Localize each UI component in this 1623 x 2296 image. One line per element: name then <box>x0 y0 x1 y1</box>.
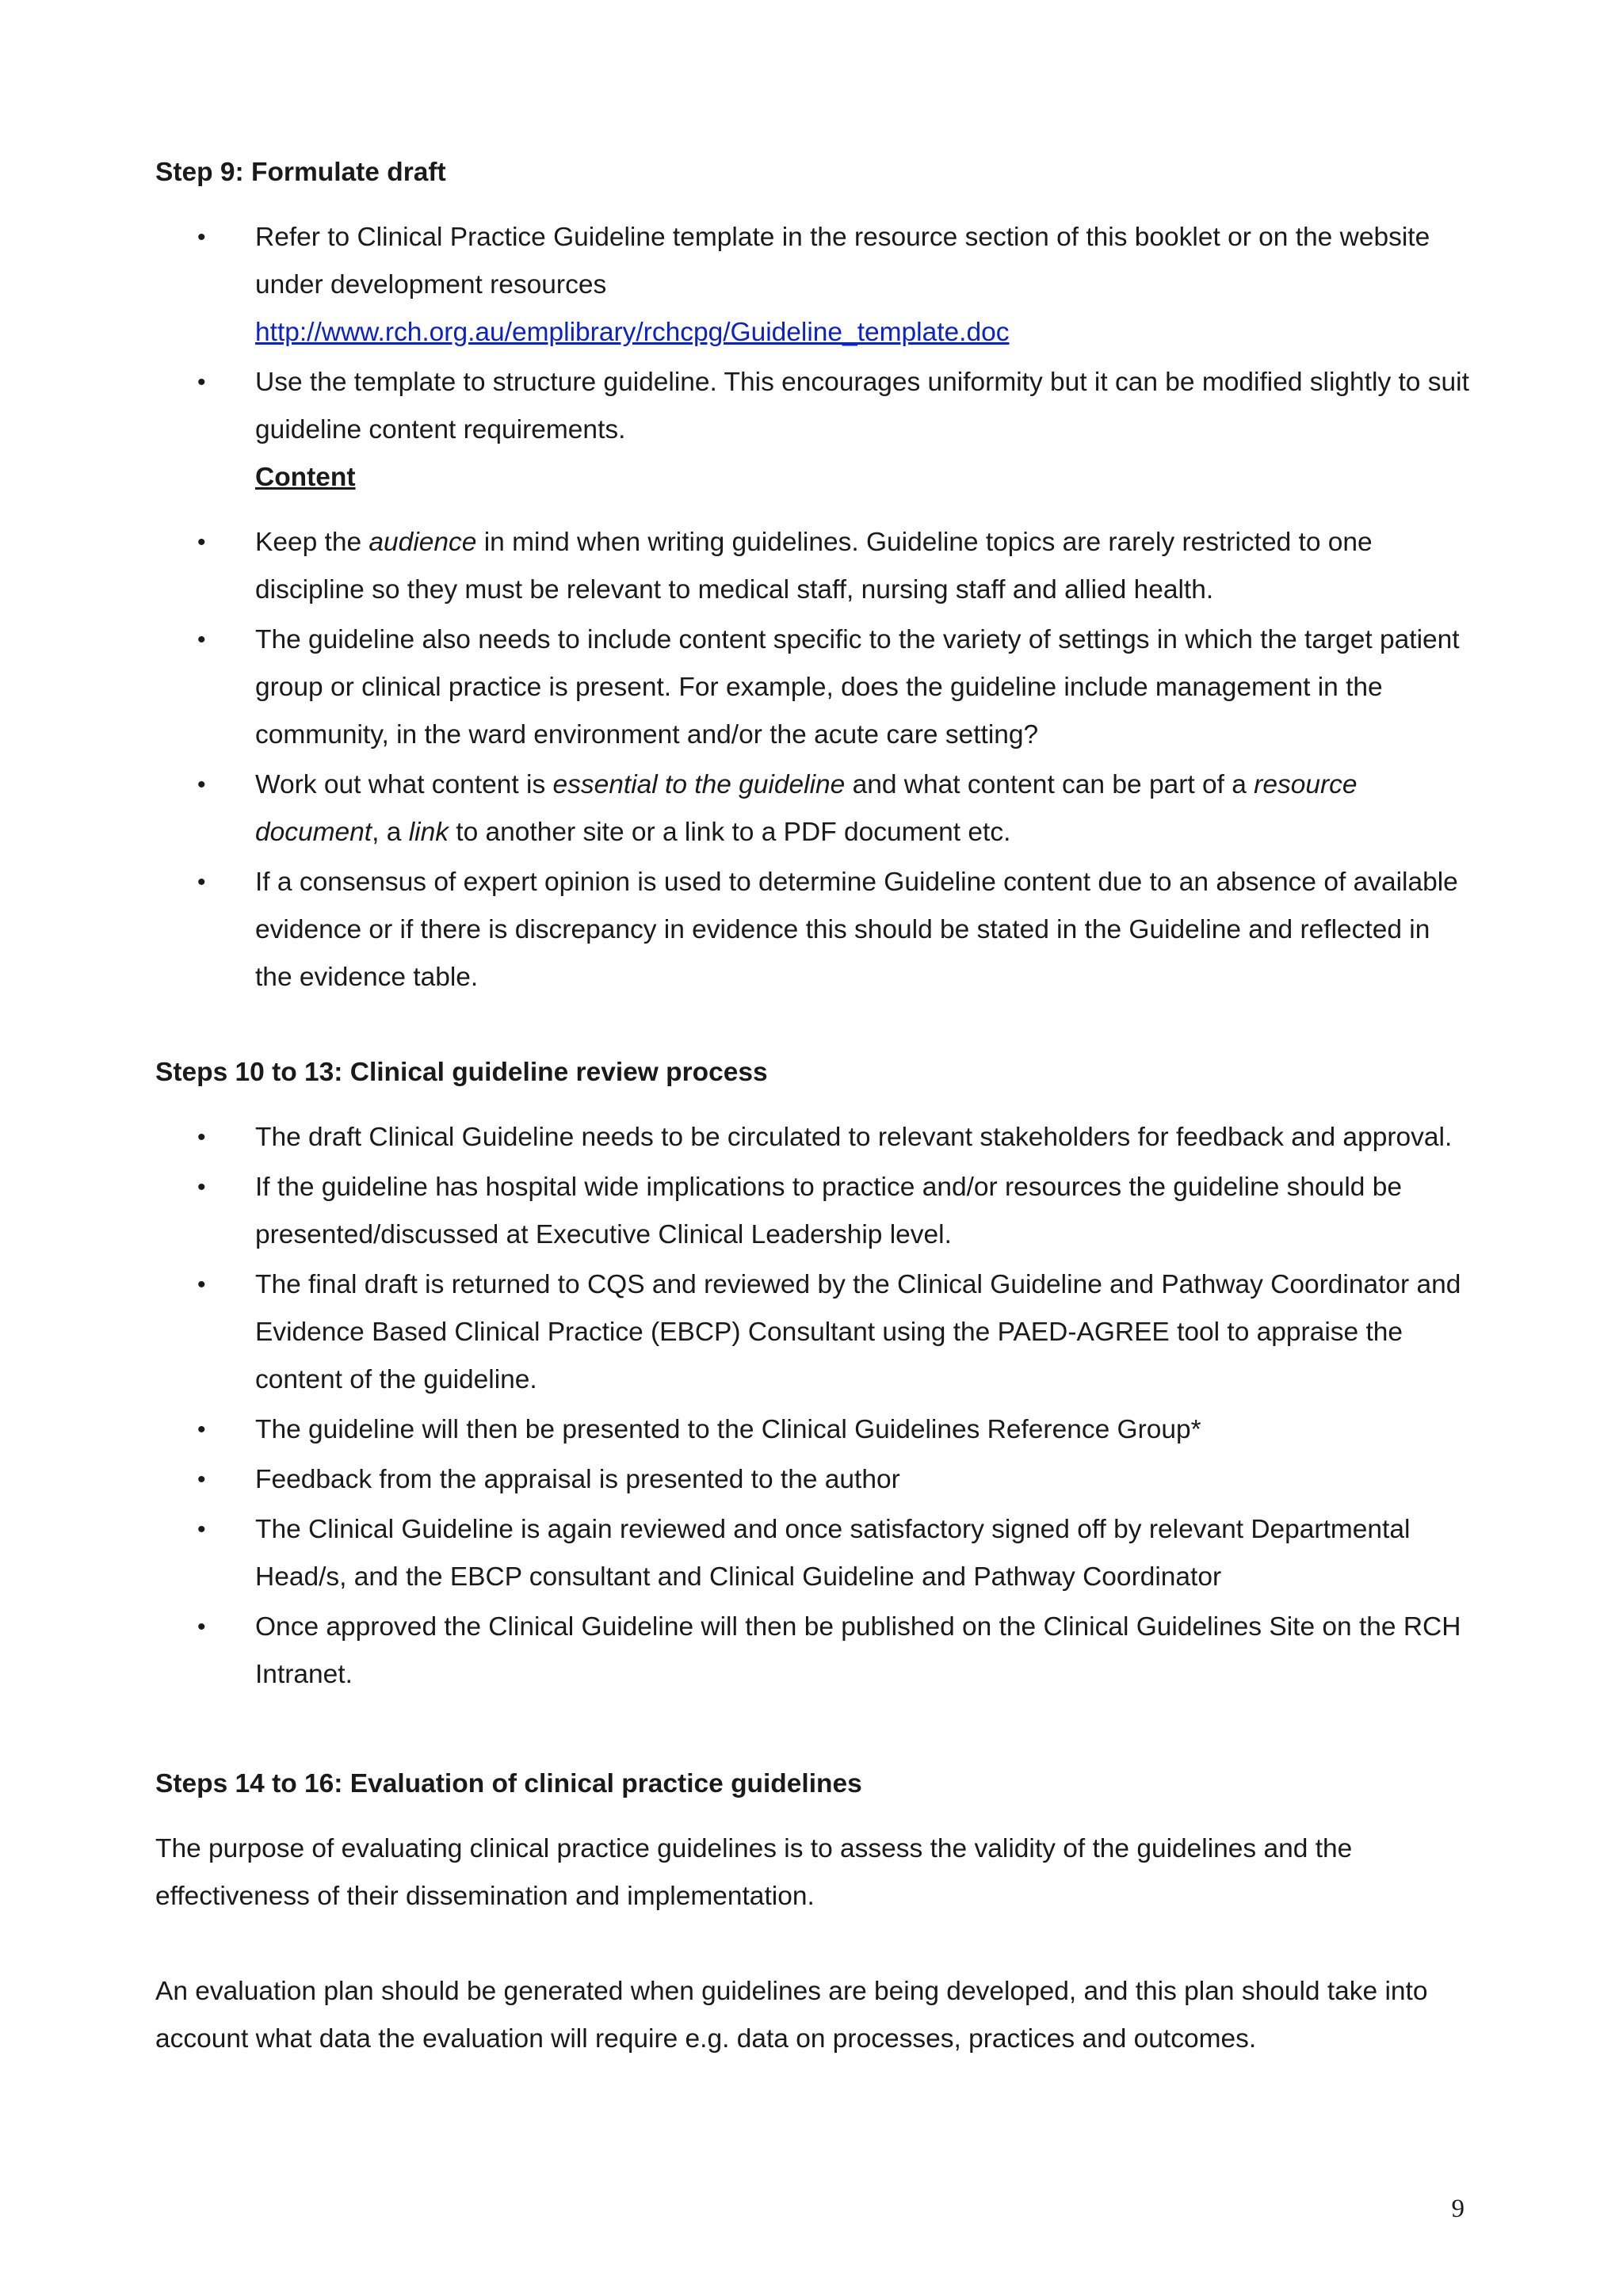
page-number: 9 <box>1451 2195 1465 2223</box>
emphasis-text: link <box>408 818 449 847</box>
bullet-icon: • <box>197 772 206 798</box>
list-item <box>197 1164 1471 1259</box>
bullet-icon: • <box>197 1124 206 1150</box>
list-item <box>197 1114 1471 1161</box>
steps10-13-heading: Steps 10 to 13: Clinical guideline review process <box>155 1058 768 1087</box>
bullet-icon: • <box>197 1466 206 1493</box>
list-item <box>197 1506 1471 1601</box>
list-item-text: Work out what content is <box>255 770 553 799</box>
list-item <box>197 359 1471 502</box>
list-item-text: The guideline will then be presented to the Clinical Guidelines Reference Group* <box>255 1415 1201 1444</box>
list-item <box>197 214 1471 357</box>
bullet-icon: • <box>197 529 206 555</box>
list-item <box>197 1456 1471 1504</box>
list-item <box>197 1604 1471 1699</box>
bullet-icon: • <box>197 369 206 395</box>
bullet-icon: • <box>197 627 206 653</box>
guideline-template-link[interactable]: http://www.rch.org.au/emplibrary/rchcpg/Guideline_template.doc <box>255 318 1010 347</box>
list-item-text: Refer to Clinical Practice Guideline template in the resource section of this booklet or on the website under development resources <box>255 223 1430 299</box>
evaluation-plan-paragraph: An evaluation plan should be generated when guidelines are being developed, and this plan should take into account what data the evaluation will require e.g. data on processes, practices and outcomes. <box>155 1977 1428 2054</box>
emphasis-text: audience <box>369 528 477 557</box>
bullet-icon: • <box>197 1614 206 1640</box>
content-subheading: Content <box>255 463 356 492</box>
steps10-13-list <box>155 1114 1471 1699</box>
emphasis-text: essential to the guideline <box>552 770 846 799</box>
bullet-icon: • <box>197 1272 206 1298</box>
list-item-text: Feedback from the appraisal is presented to the author <box>255 1465 900 1494</box>
emphasis-text: resource document <box>255 770 1358 847</box>
list-item-text: The Clinical Guideline is again reviewed and once satisfactory signed off by relevant Departmental Head/s, and the EBCP consultant and Clinical Guideline and Pathway Coordinator <box>255 1515 1411 1592</box>
list-item-text: to another site or a link to a PDF document etc. <box>448 818 1011 847</box>
list-item-text: The draft Clinical Guideline needs to be circulated to relevant stakeholders for feedback and approval. <box>255 1123 1453 1152</box>
list-item-text: Use the template to structure guideline. This encourages uniformity but it can be modified slightly to suit guideline content requirements. <box>255 368 1469 444</box>
list-item <box>197 519 1471 614</box>
list-item <box>197 616 1471 759</box>
bullet-icon: • <box>197 1516 206 1543</box>
list-item-text: Keep the <box>255 528 369 557</box>
bullet-icon: • <box>197 1174 206 1200</box>
list-item-text: in mind when writing guidelines. Guideline topics are rarely restricted to one discipline so they must be relevant to medical staff, nursing staff and allied health. <box>255 528 1373 605</box>
step9-heading: Step 9: Formulate draft <box>155 158 446 187</box>
bullet-icon: • <box>197 869 206 895</box>
bullet-icon: • <box>197 1417 206 1443</box>
step9-list <box>155 214 1471 1001</box>
steps14-16-heading: Steps 14 to 16: Evaluation of clinical practice guidelines <box>155 1769 862 1798</box>
list-item <box>197 859 1471 1001</box>
evaluation-purpose-paragraph: The purpose of evaluating clinical practice guidelines is to assess the validity of the guidelines and the effectiveness of their dissemination and implementation. <box>155 1834 1353 1911</box>
list-item <box>197 1406 1471 1454</box>
list-item-text: and what content can be part of a <box>845 770 1254 799</box>
list-item-text: , a <box>372 818 409 847</box>
list-item-text: If a consensus of expert opinion is used to determine Guideline content due to an absence of available evidence or if there is discrepancy in evidence this should be stated in the Guideline and reflected in the evidence table. <box>255 868 1458 992</box>
list-item <box>197 1261 1471 1404</box>
bullet-icon: • <box>197 224 206 250</box>
list-item <box>197 761 1471 856</box>
list-item-text: If the guideline has hospital wide implications to practice and/or resources the guideline should be presented/discussed at Executive Clinical Leadership level. <box>255 1173 1402 1249</box>
list-item-text: The guideline also needs to include content specific to the variety of settings in which the target patient group or clinical practice is present. For example, does the guideline include management in the community, in the ward environment and/or the acute care setting? <box>255 625 1460 749</box>
list-item-text: Once approved the Clinical Guideline will then be published on the Clinical Guidelines Site on the RCH Intranet. <box>255 1612 1461 1689</box>
list-item-text: The final draft is returned to CQS and reviewed by the Clinical Guideline and Pathway Coordinator and Evidence Based Clinical Practice (EBCP) Consultant using the PAED-AGREE tool to appraise the content of the guideline. <box>255 1270 1461 1394</box>
page-content <box>155 149 1471 2063</box>
